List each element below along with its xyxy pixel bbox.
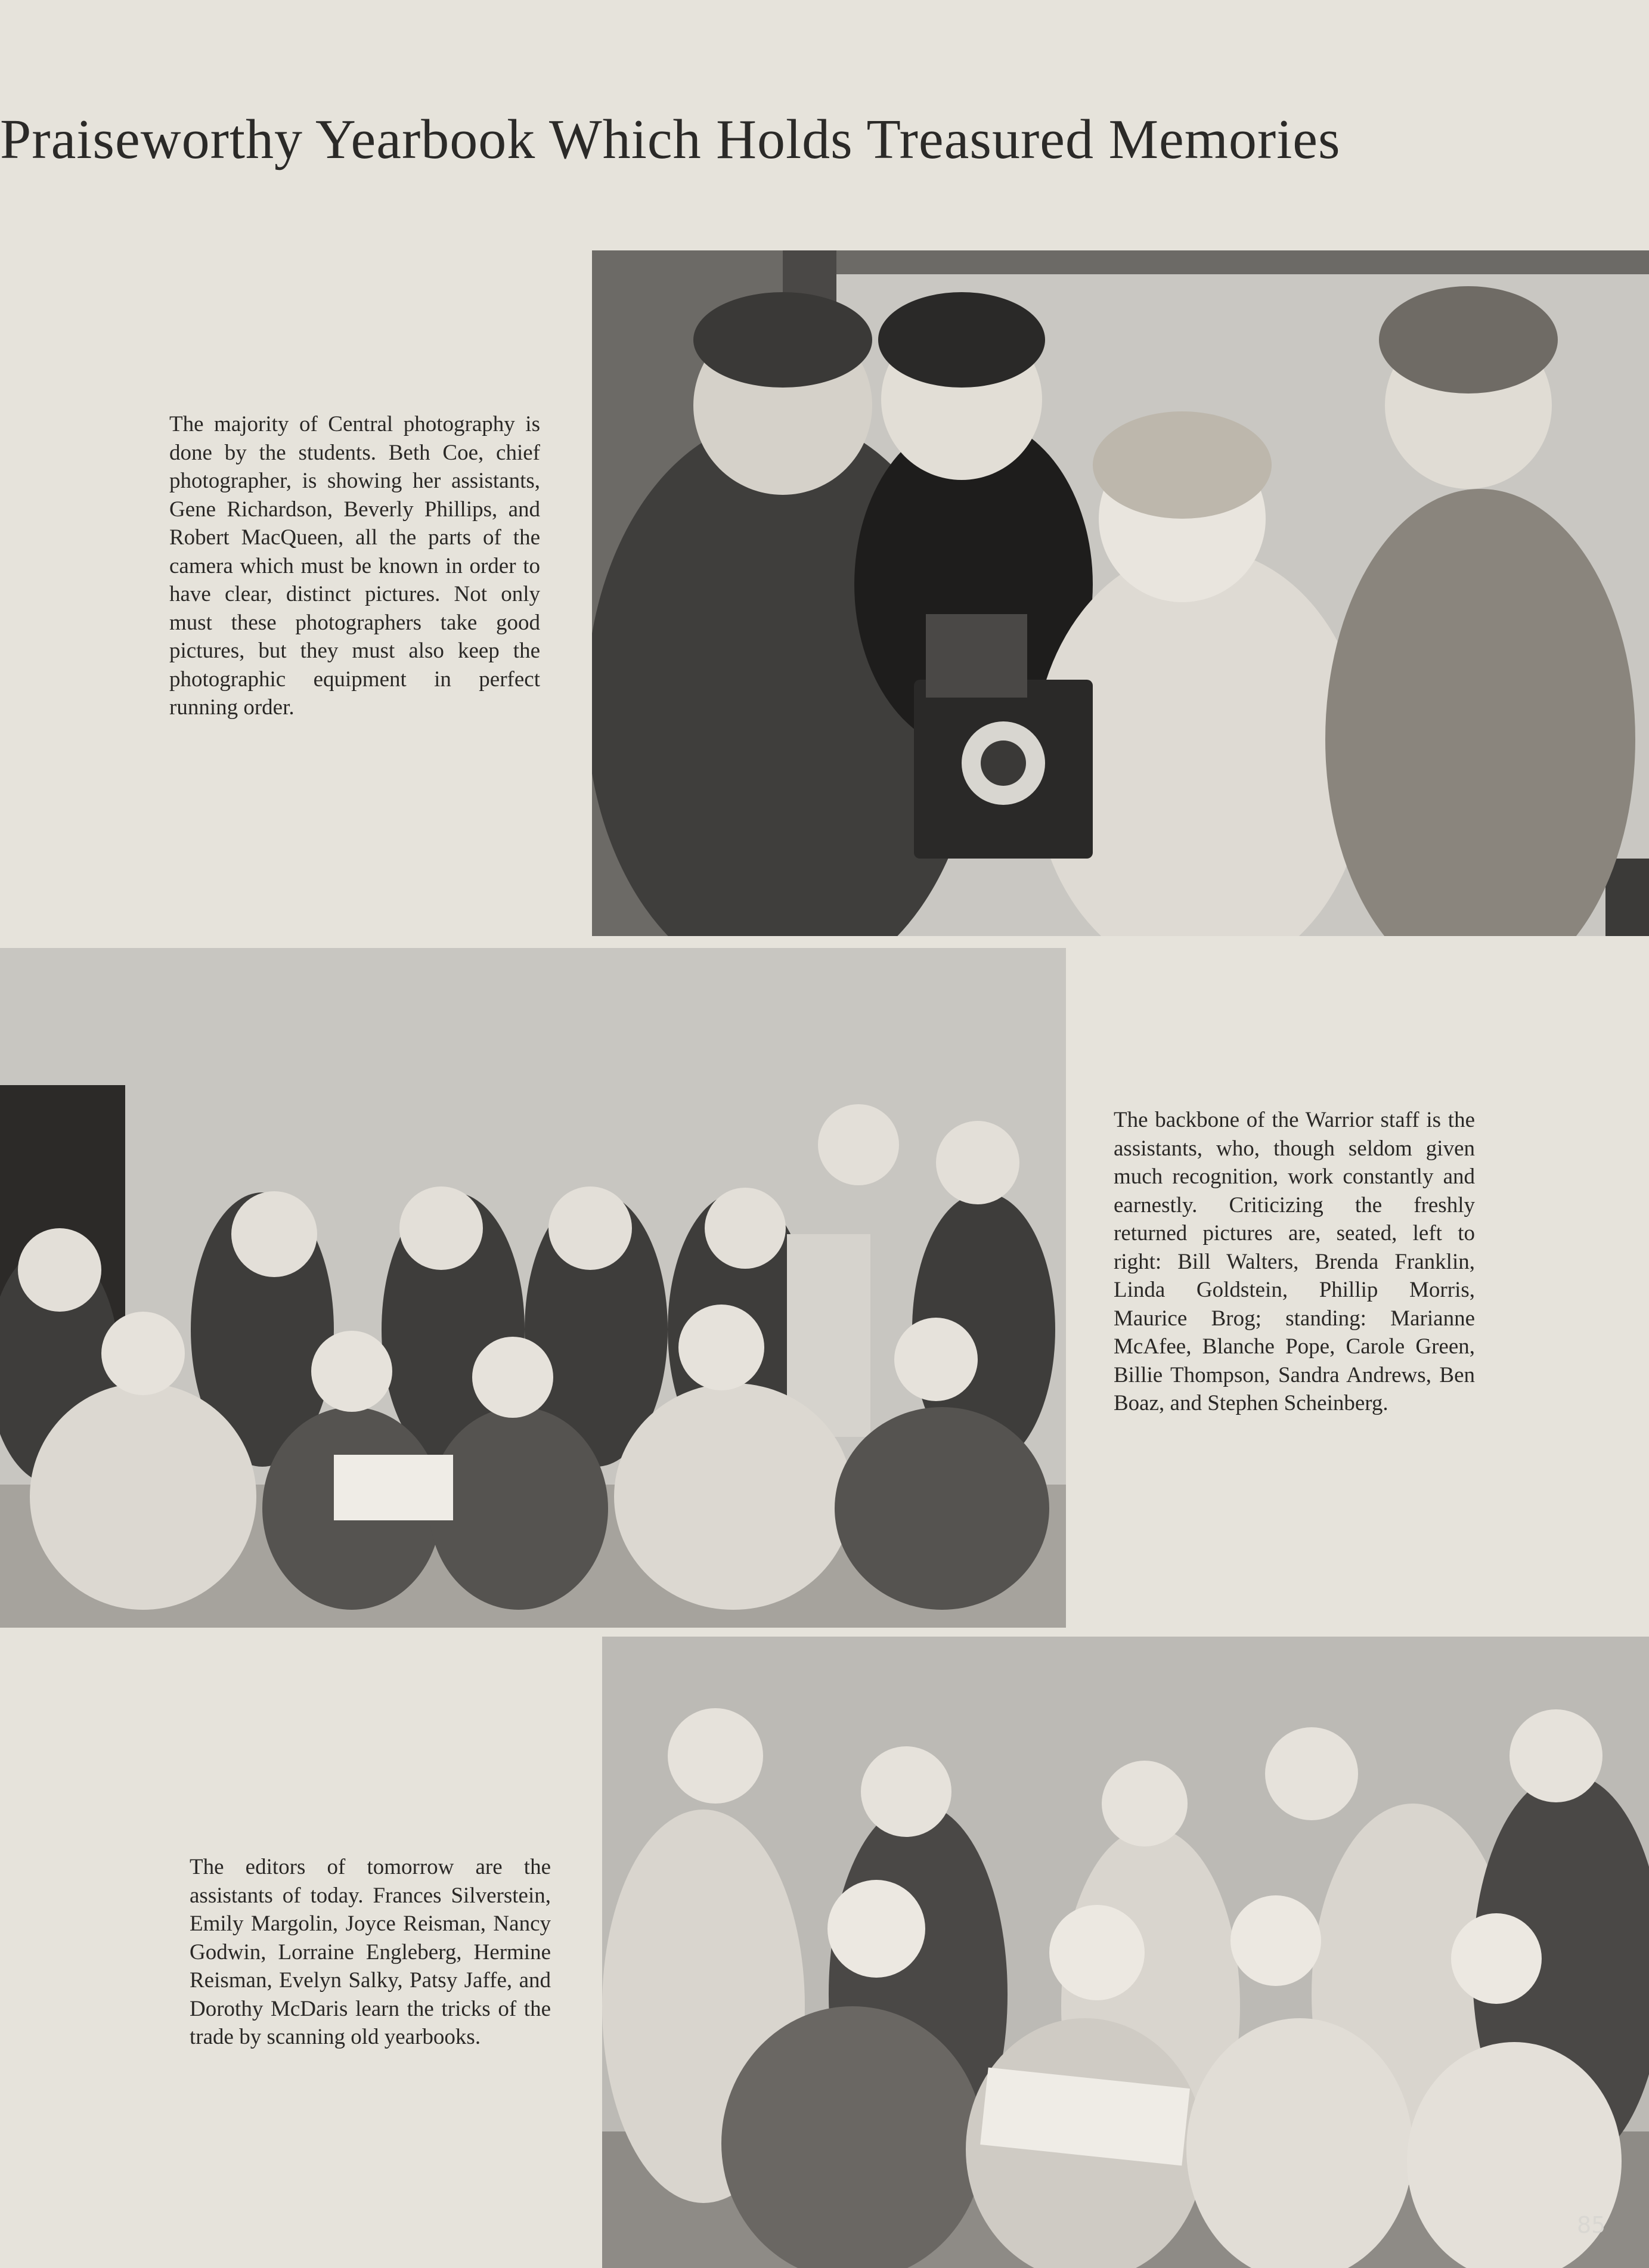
editors-photo-caption: The editors of tomorrow are the assistants of today. Frances Silverstein, Emily Margolin, Joyce Reisman, Nancy Godwin, Lorraine Engleberg, Hermine Reisman, Evelyn Salky, Patsy Jaffe, and Dorothy McDaris learn the tricks of the trade by scanning old yearbooks. [190,1855,551,2049]
page-headline: Praiseworthy Yearbook Which Holds Treasured Memories [0,109,1341,171]
camera-photo-caption: The majority of Central photography is done by the students. Beth Coe, chief photographer, is showing her assistants, Gene Richardson, Beverly Phillips, and Robert MacQueen, all the parts of the camera which must be known in order to have clear, distinct pictures. Not only must these photographers take good pictures, but they must also keep the photographic equipment in perfect running order. [169,412,540,720]
staff-assistants-photo [0,948,1066,1628]
editors-yearbook-photo [602,1637,1649,2268]
staff-photo-caption: The backbone of the Warrior staff is the assistants, who, though seldom given much recognition, work constantly and earnestly. Criticizing the freshly returned pictures are, seated, left to right: Bill Walters, Brenda Franklin, Linda Goldstein, Phillip Morris, Maurice Brog; standing: Marianne McAfee, Blanche Pope, Carole Green, Billie Thompson, Sandra Andrews, Ben Boaz, and Stephen Scheinberg. [1114,1108,1475,1415]
page-number: 85 [1577,2212,1606,2238]
camera-demonstration-photo [592,250,1649,936]
